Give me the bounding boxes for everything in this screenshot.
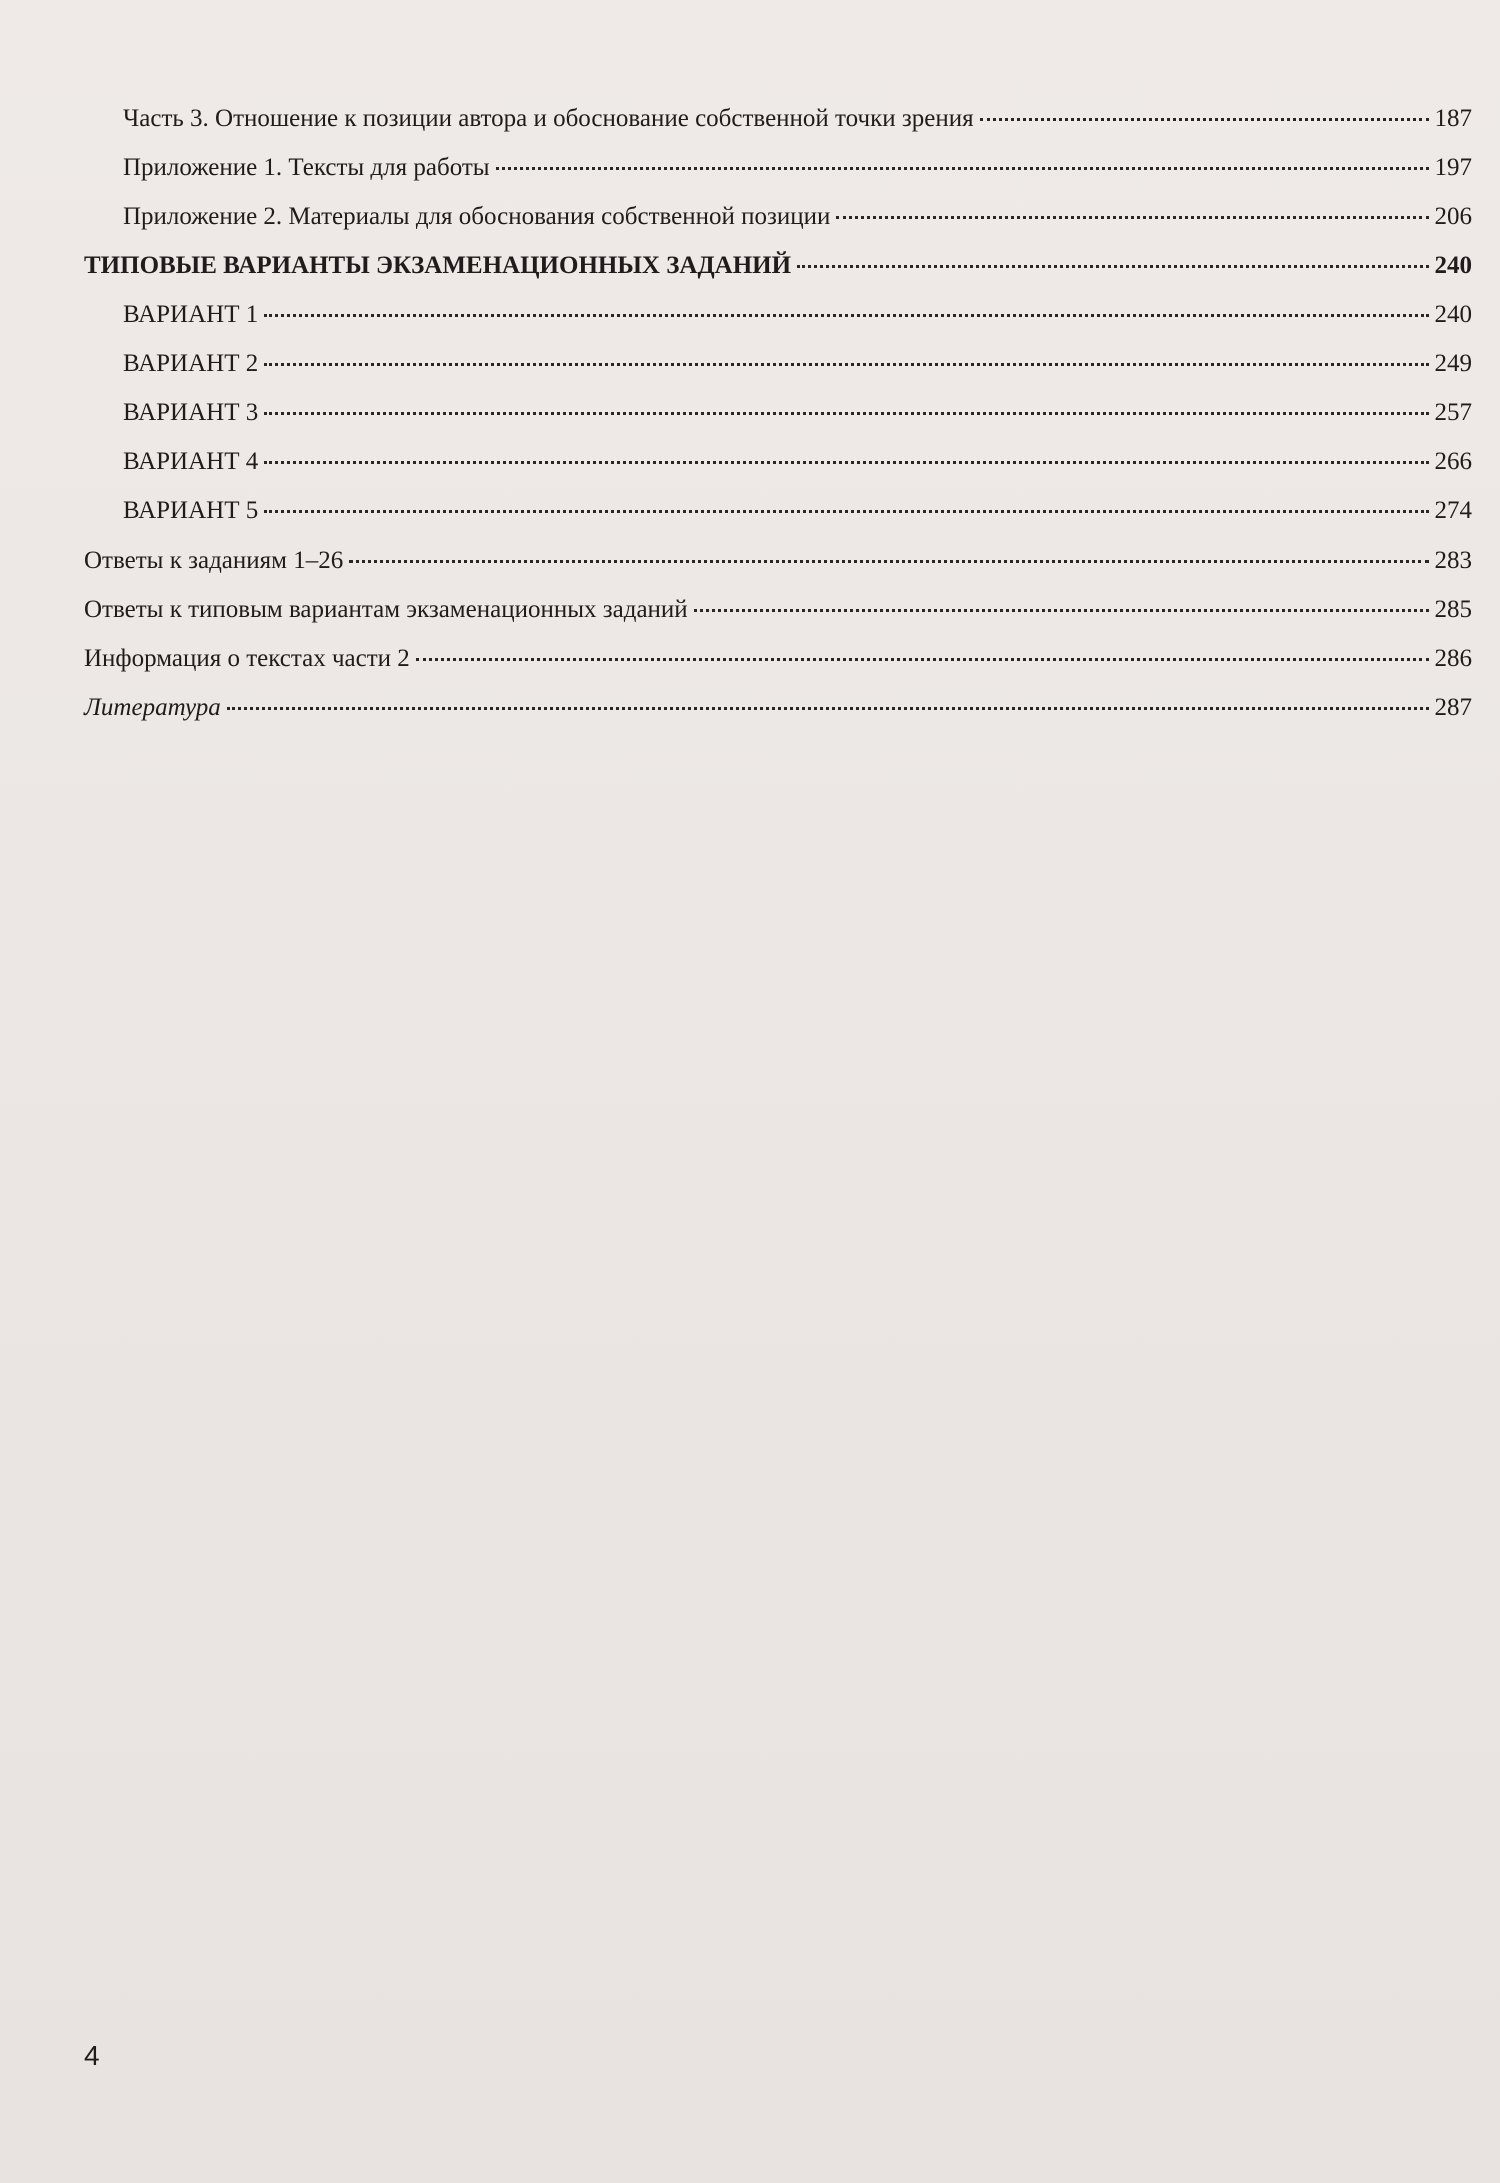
toc-entry-title: Ответы к типовым вариантам экзаменационных заданий (84, 596, 688, 623)
toc-entry-page: 187 (1434, 105, 1472, 132)
toc-entry-title: ВАРИАНТ 1 (123, 301, 259, 328)
toc-entry-page: 283 (1434, 547, 1472, 574)
toc-entry-title: Часть 3. Отношение к позиции автора и обоснование собственной точки зрения (123, 105, 974, 132)
toc-entry (123, 300, 1472, 330)
page-number: 4 (84, 2040, 100, 2071)
toc-entry-title: ТИПОВЫЕ ВАРИАНТЫ ЭКЗАМЕНАЦИОННЫХ ЗАДАНИЙ (84, 252, 792, 279)
toc-entry-title: Информация о текстах части 2 (84, 645, 410, 672)
toc-leader-dots (227, 705, 1429, 710)
toc-entry-page: 240 (1434, 301, 1472, 328)
toc-entry-page: 285 (1434, 596, 1472, 623)
toc-leader-dots (694, 607, 1429, 612)
toc-entry (84, 595, 1472, 625)
toc-entry-title: ВАРИАНТ 3 (123, 399, 259, 426)
toc-leader-dots (264, 508, 1428, 513)
toc-entry-page: 274 (1434, 497, 1472, 524)
toc-entry-page: 240 (1434, 252, 1472, 279)
toc-leader-dots (264, 459, 1428, 464)
toc-entry-title: Литература (84, 694, 221, 721)
toc-entry-title: ВАРИАНТ 5 (123, 497, 259, 524)
toc-leader-dots (797, 263, 1428, 268)
toc-entry-title: Ответы к заданиям 1–26 (84, 547, 344, 574)
toc-entry (123, 104, 1472, 134)
toc-entry (123, 349, 1472, 379)
toc-leader-dots (264, 361, 1428, 366)
toc-leader-dots (496, 165, 1429, 170)
toc-entry-title: ВАРИАНТ 2 (123, 350, 259, 377)
toc-entry-page: 287 (1434, 694, 1472, 721)
toc-entry (123, 496, 1472, 526)
toc-entry-page: 206 (1434, 203, 1472, 230)
toc-section-heading (84, 251, 1472, 281)
toc-entry (123, 202, 1472, 232)
toc-entry (84, 693, 1472, 723)
toc-entry-title: ВАРИАНТ 4 (123, 448, 259, 475)
toc-entry-page: 197 (1434, 154, 1472, 181)
toc-entry (84, 644, 1472, 674)
toc-leader-dots (416, 656, 1429, 661)
toc-entry-page: 257 (1434, 399, 1472, 426)
toc-entry-page: 266 (1434, 448, 1472, 475)
toc-entry-title: Приложение 2. Материалы для обоснования собственной позиции (123, 203, 831, 230)
toc-entry (123, 153, 1472, 183)
toc-entry (84, 546, 1472, 576)
toc-leader-dots (836, 214, 1428, 219)
toc-leader-dots (980, 116, 1429, 121)
toc-leader-dots (349, 558, 1428, 563)
toc-entry-page: 249 (1434, 350, 1472, 377)
toc-leader-dots (264, 410, 1428, 415)
toc-entry (123, 447, 1472, 477)
toc-entry-title: Приложение 1. Тексты для работы (123, 154, 490, 181)
toc-entry (123, 398, 1472, 428)
toc-entry-page: 286 (1434, 645, 1472, 672)
toc-leader-dots (264, 312, 1428, 317)
